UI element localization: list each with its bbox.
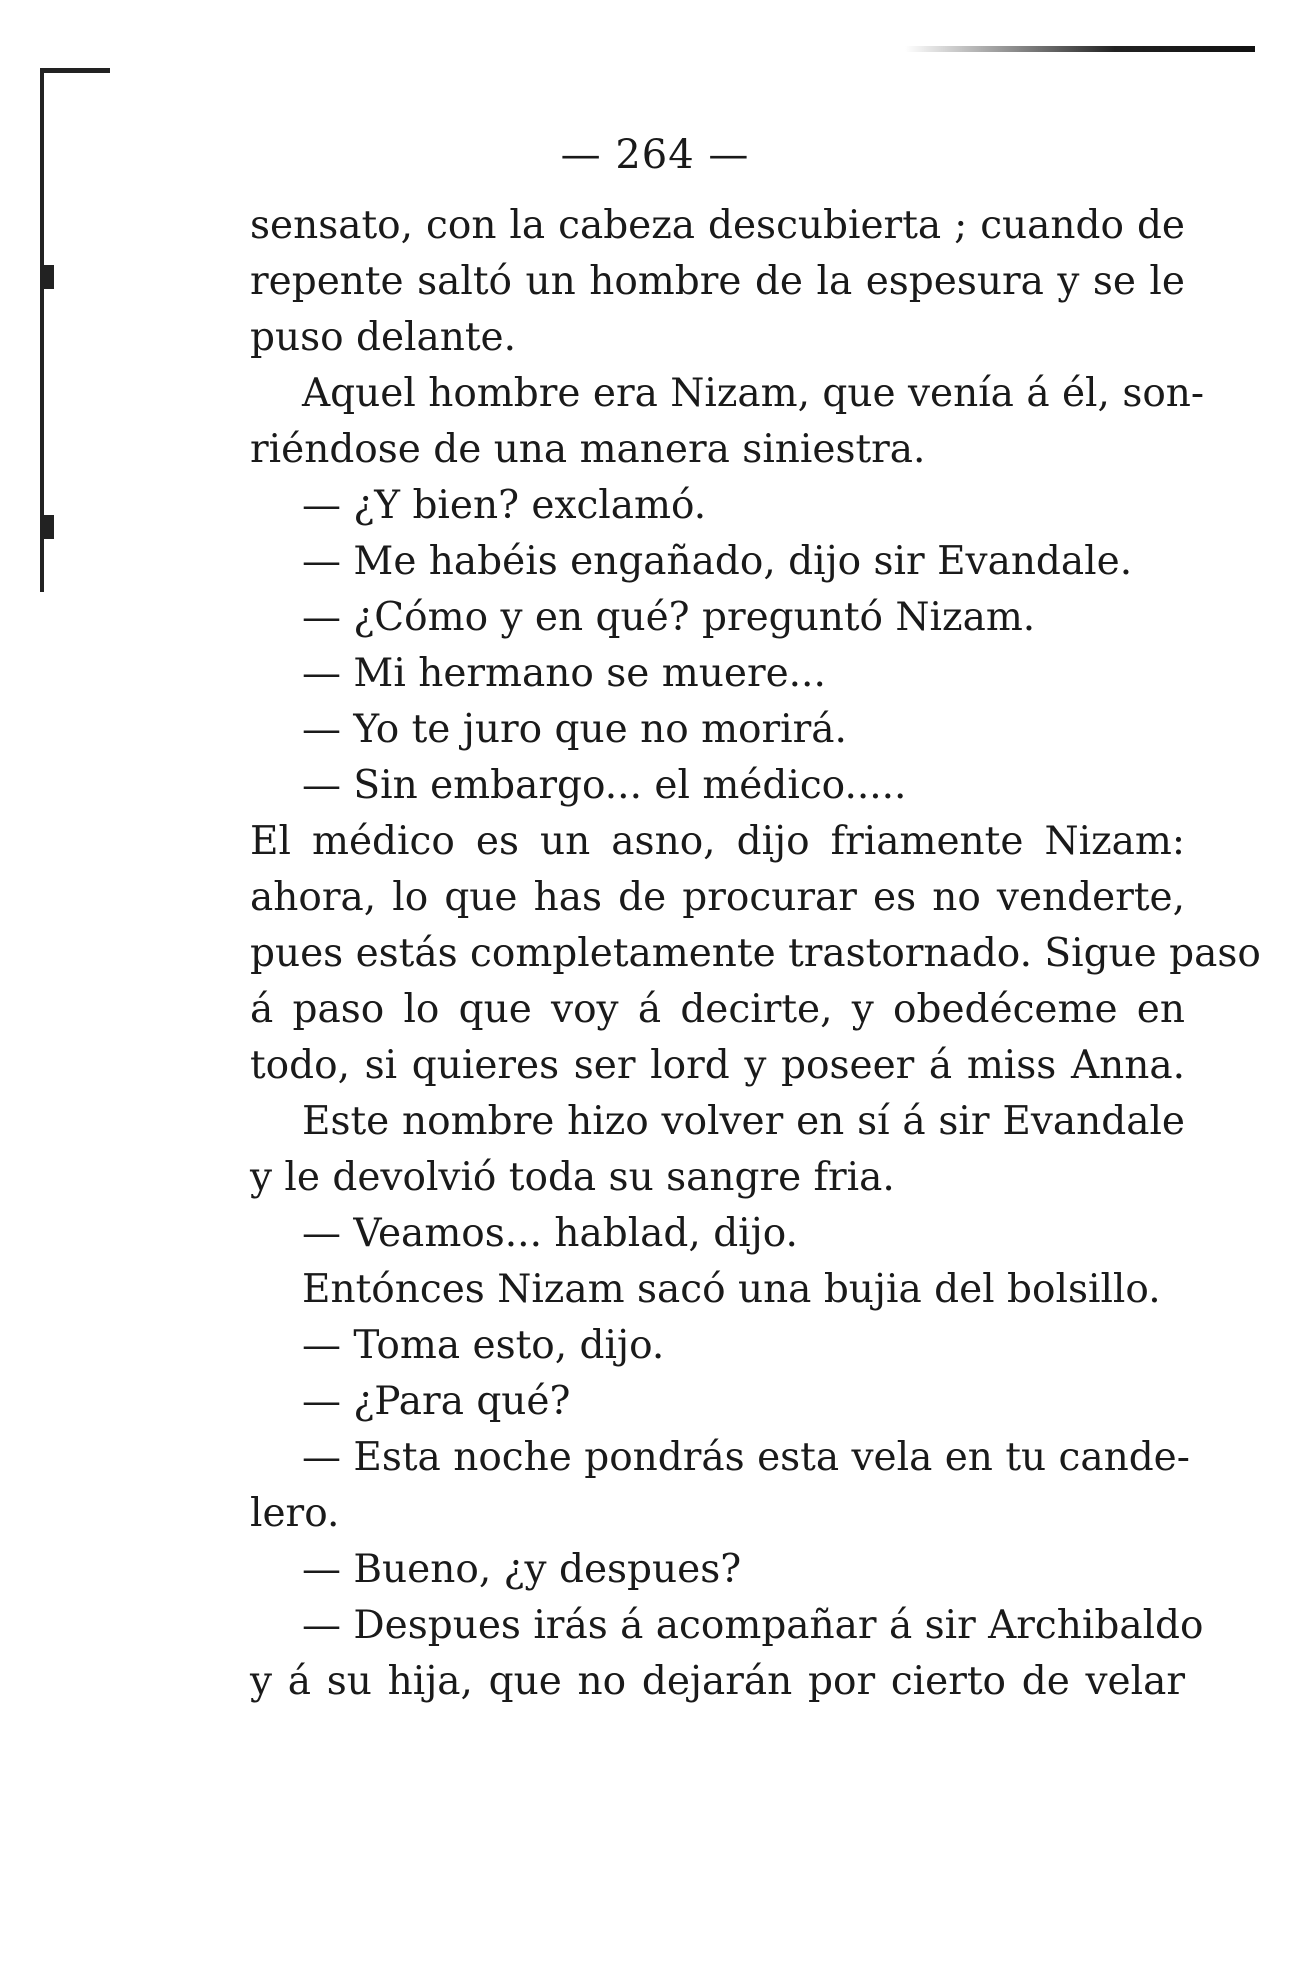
text-line: — ¿Cómo y en qué? preguntó Nizam. xyxy=(302,595,1036,640)
text-line: — Bueno, ¿y despues? xyxy=(302,1547,742,1592)
scan-edge-corner xyxy=(40,68,110,73)
text-line: — Mi hermano se muere... xyxy=(302,651,826,696)
text-line: todo, si quieres ser lord y poseer á miss Anna. xyxy=(250,1043,1185,1088)
text-line: — ¿Y bien? exclamó. xyxy=(302,483,707,528)
text-line: Entónces Nizam sacó una bujia del bolsillo. xyxy=(302,1267,1161,1312)
text-line: — ¿Para qué? xyxy=(302,1379,571,1424)
text-line: El médico es un asno, dijo friamente Nizam: xyxy=(250,819,1185,864)
text-line: y le devolvió toda su sangre fria. xyxy=(250,1155,895,1200)
text-line: pues estás completamente trastornado. Sigue paso xyxy=(250,931,1261,976)
scan-mark xyxy=(40,265,54,289)
text-line: — Yo te juro que no morirá. xyxy=(302,707,847,752)
text-line: repente saltó un hombre de la espesura y se le xyxy=(250,259,1185,304)
text-line: sensato, con la cabeza descubierta ; cuando de xyxy=(250,203,1185,248)
text-line: — Sin embargo... el médico..... xyxy=(302,763,907,808)
text-line: puso delante. xyxy=(250,315,517,360)
scan-edge-top xyxy=(905,46,1255,52)
text-line: — Esta noche pondrás esta vela en tu cande- xyxy=(302,1435,1190,1480)
text-line: riéndose de una manera siniestra. xyxy=(250,427,926,472)
text-line: — Veamos... hablad, dijo. xyxy=(302,1211,798,1256)
page-text xyxy=(250,198,1261,1710)
text-line: — Toma esto, dijo. xyxy=(302,1323,665,1368)
page-number: — 264 — xyxy=(560,132,750,178)
text-line: lero. xyxy=(250,1491,340,1536)
text-line: á paso lo que voy á decirte, y obedéceme en xyxy=(250,987,1185,1032)
text-line: — Me habéis engañado, dijo sir Evandale. xyxy=(302,539,1133,584)
text-line: — Despues irás á acompañar á sir Archibaldo xyxy=(302,1603,1204,1648)
text-line: y á su hija, que no dejarán por cierto de velar xyxy=(250,1659,1185,1704)
text-line: Aquel hombre era Nizam, que venía á él, son- xyxy=(302,371,1205,416)
scan-mark xyxy=(40,515,54,539)
text-line: Este nombre hizo volver en sí á sir Evandale xyxy=(302,1099,1185,1144)
text-line: ahora, lo que has de procurar es no venderte, xyxy=(250,875,1185,920)
